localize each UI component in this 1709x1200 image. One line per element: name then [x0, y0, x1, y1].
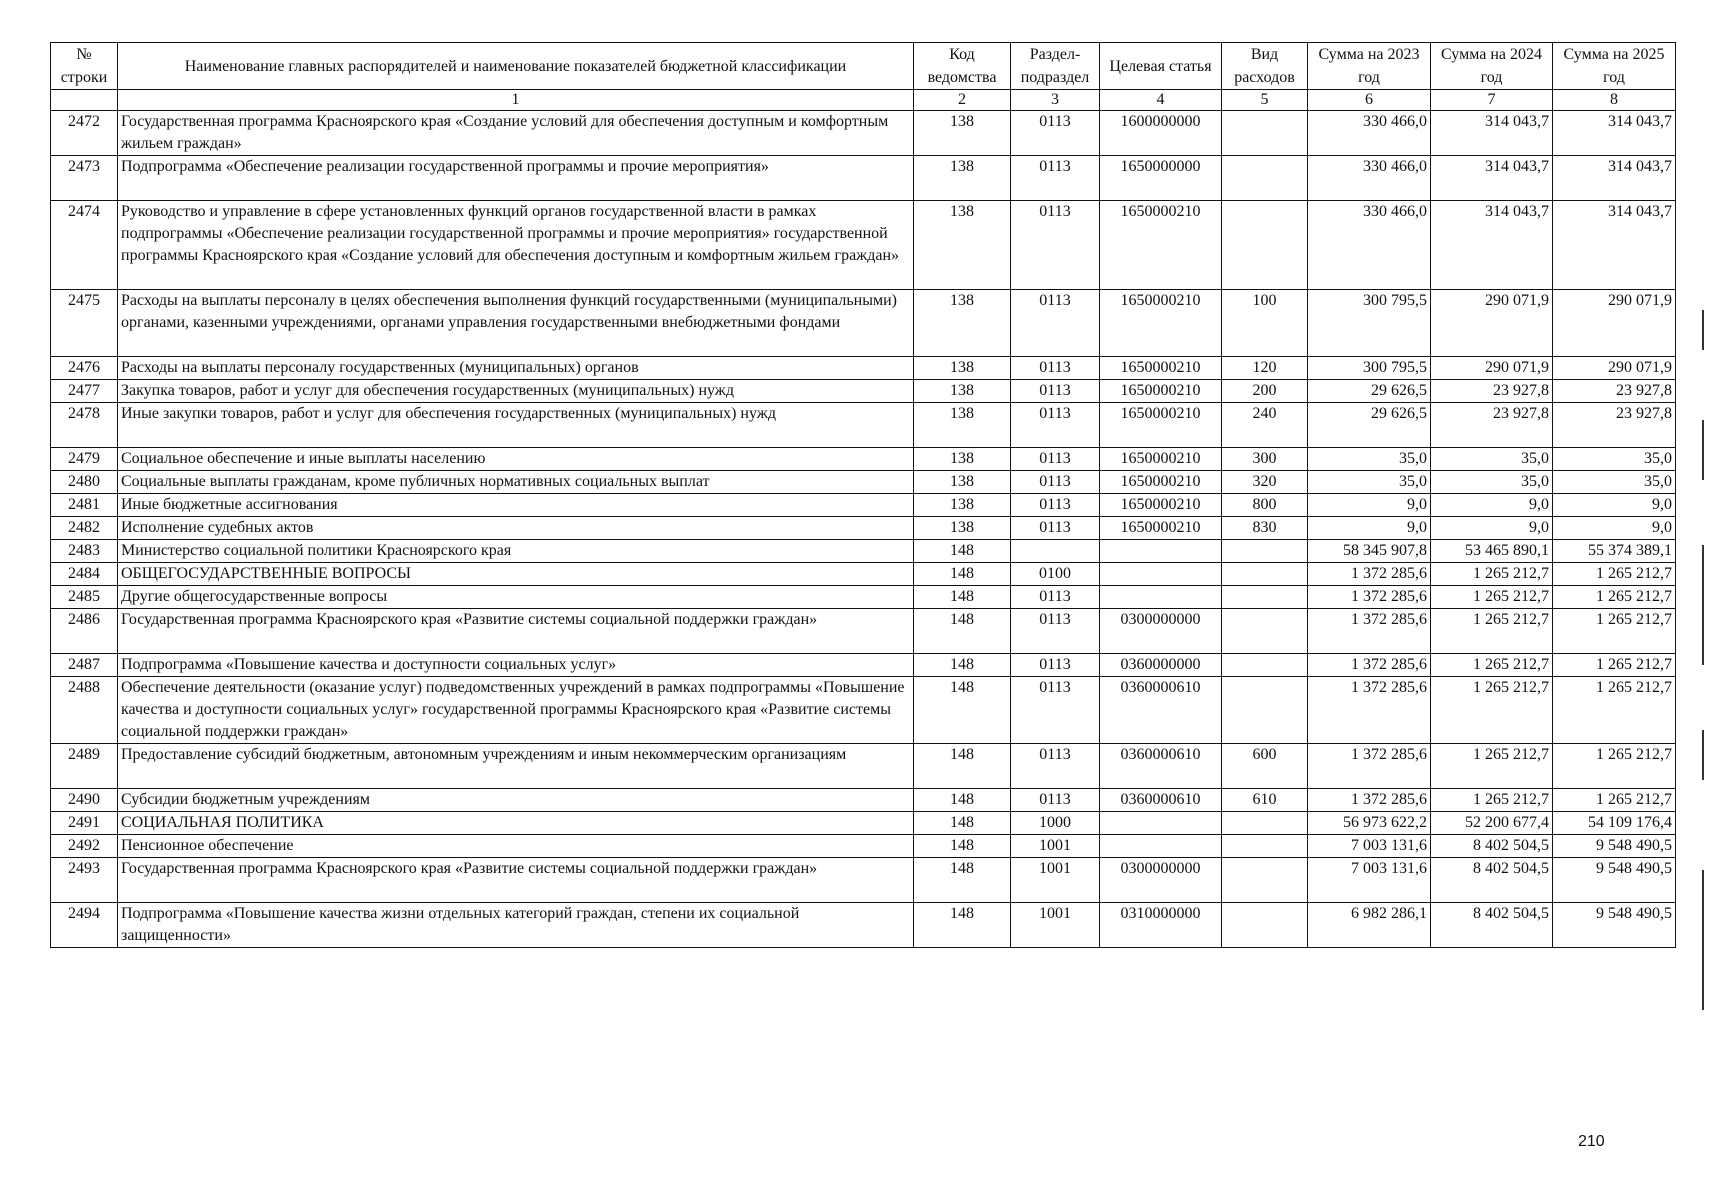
cell-name: Закупка товаров, работ и услуг для обеспечения государственных (муниципальных) нужд [118, 380, 914, 403]
cell-sum-2024: 1 265 212,7 [1431, 609, 1553, 654]
cell-kod-vedomstva: 138 [914, 357, 1011, 380]
table-row [51, 517, 1676, 540]
colnum-5: 5 [1222, 90, 1308, 111]
table-row [51, 448, 1676, 471]
cell-row-number: 2490 [51, 789, 118, 812]
table-row [51, 540, 1676, 563]
cell-name: Исполнение судебных актов [118, 517, 914, 540]
cell-vid-rashodov [1222, 654, 1308, 677]
cell-razdel [1011, 540, 1100, 563]
table-row [51, 563, 1676, 586]
cell-name: Государственная программа Красноярского края «Развитие системы социальной поддержки граждан» [118, 858, 914, 903]
cell-celevaya-statya [1100, 586, 1222, 609]
cell-celevaya-statya [1100, 540, 1222, 563]
cell-sum-2023: 300 795,5 [1308, 357, 1431, 380]
colnum-4: 4 [1100, 90, 1222, 111]
cell-sum-2024: 1 265 212,7 [1431, 744, 1553, 789]
scan-edge-marks [1702, 310, 1705, 1010]
cell-row-number: 2493 [51, 858, 118, 903]
cell-name: Расходы на выплаты персоналу государственных (муниципальных) органов [118, 357, 914, 380]
cell-sum-2023: 58 345 907,8 [1308, 540, 1431, 563]
cell-row-number: 2483 [51, 540, 118, 563]
cell-sum-2023: 330 466,0 [1308, 201, 1431, 290]
cell-row-number: 2480 [51, 471, 118, 494]
cell-name: Предоставление субсидий бюджетным, автономным учреждениям и иным некоммерческим организациям [118, 744, 914, 789]
cell-razdel: 0113 [1011, 586, 1100, 609]
cell-sum-2024: 314 043,7 [1431, 156, 1553, 201]
table-row [51, 156, 1676, 201]
cell-name: ОБЩЕГОСУДАРСТВЕННЫЕ ВОПРОСЫ [118, 563, 914, 586]
cell-sum-2023: 35,0 [1308, 471, 1431, 494]
cell-kod-vedomstva: 138 [914, 201, 1011, 290]
colnum-2: 2 [914, 90, 1011, 111]
cell-name: Пенсионное обеспечение [118, 835, 914, 858]
cell-row-number: 2481 [51, 494, 118, 517]
cell-celevaya-statya: 0300000000 [1100, 609, 1222, 654]
header-cel: Целевая статья [1100, 43, 1222, 90]
cell-vid-rashodov [1222, 111, 1308, 156]
cell-celevaya-statya: 0360000000 [1100, 654, 1222, 677]
cell-sum-2023: 9,0 [1308, 517, 1431, 540]
cell-row-number: 2491 [51, 812, 118, 835]
cell-sum-2023: 56 973 622,2 [1308, 812, 1431, 835]
cell-sum-2024: 1 265 212,7 [1431, 563, 1553, 586]
cell-sum-2024: 1 265 212,7 [1431, 654, 1553, 677]
cell-vid-rashodov: 320 [1222, 471, 1308, 494]
cell-sum-2025: 54 109 176,4 [1553, 812, 1676, 835]
cell-celevaya-statya: 1650000210 [1100, 357, 1222, 380]
cell-row-number: 2474 [51, 201, 118, 290]
cell-row-number: 2472 [51, 111, 118, 156]
cell-name: Государственная программа Красноярского края «Создание условий для обеспечения доступным и комфортным жильем граждан» [118, 111, 914, 156]
cell-vid-rashodov [1222, 835, 1308, 858]
cell-sum-2024: 1 265 212,7 [1431, 677, 1553, 744]
cell-sum-2023: 1 372 285,6 [1308, 654, 1431, 677]
colnum-3: 3 [1011, 90, 1100, 111]
cell-celevaya-statya: 0300000000 [1100, 858, 1222, 903]
cell-sum-2023: 29 626,5 [1308, 380, 1431, 403]
cell-name: Министерство социальной политики Красноярского края [118, 540, 914, 563]
table-body [51, 111, 1676, 948]
cell-sum-2025: 23 927,8 [1553, 380, 1676, 403]
cell-row-number: 2473 [51, 156, 118, 201]
cell-sum-2024: 8 402 504,5 [1431, 858, 1553, 903]
cell-celevaya-statya: 1650000210 [1100, 201, 1222, 290]
cell-celevaya-statya [1100, 563, 1222, 586]
cell-row-number: 2489 [51, 744, 118, 789]
cell-vid-rashodov: 610 [1222, 789, 1308, 812]
cell-razdel: 0113 [1011, 744, 1100, 789]
cell-sum-2023: 35,0 [1308, 448, 1431, 471]
cell-sum-2025: 9 548 490,5 [1553, 858, 1676, 903]
cell-sum-2023: 9,0 [1308, 494, 1431, 517]
cell-razdel: 0113 [1011, 609, 1100, 654]
header-razdel: Раздел- подраздел [1011, 43, 1100, 90]
cell-kod-vedomstva: 138 [914, 403, 1011, 448]
cell-sum-2025: 1 265 212,7 [1553, 654, 1676, 677]
cell-kod-vedomstva: 148 [914, 677, 1011, 744]
cell-row-number: 2484 [51, 563, 118, 586]
colnum-6: 6 [1308, 90, 1431, 111]
cell-vid-rashodov [1222, 563, 1308, 586]
cell-row-number: 2476 [51, 357, 118, 380]
column-number-row [51, 90, 1676, 111]
cell-kod-vedomstva: 138 [914, 380, 1011, 403]
cell-kod-vedomstva: 148 [914, 835, 1011, 858]
cell-kod-vedomstva: 138 [914, 156, 1011, 201]
cell-vid-rashodov: 240 [1222, 403, 1308, 448]
cell-kod-vedomstva: 148 [914, 789, 1011, 812]
header-name: Наименование главных распорядителей и наименование показателей бюджетной классификации [118, 43, 914, 90]
page-number: 210 [1578, 1133, 1605, 1150]
cell-sum-2025: 35,0 [1553, 471, 1676, 494]
cell-vid-rashodov [1222, 540, 1308, 563]
table-row [51, 858, 1676, 903]
cell-razdel: 0113 [1011, 156, 1100, 201]
cell-vid-rashodov: 200 [1222, 380, 1308, 403]
cell-kod-vedomstva: 138 [914, 471, 1011, 494]
cell-sum-2025: 9 548 490,5 [1553, 903, 1676, 948]
cell-razdel: 0113 [1011, 654, 1100, 677]
cell-row-number: 2492 [51, 835, 118, 858]
cell-sum-2025: 35,0 [1553, 448, 1676, 471]
cell-name: Субсидии бюджетным учреждениям [118, 789, 914, 812]
cell-sum-2023: 1 372 285,6 [1308, 563, 1431, 586]
cell-sum-2025: 1 265 212,7 [1553, 586, 1676, 609]
cell-sum-2023: 1 372 285,6 [1308, 677, 1431, 744]
cell-name: Социальные выплаты гражданам, кроме публичных нормативных социальных выплат [118, 471, 914, 494]
cell-kod-vedomstva: 148 [914, 744, 1011, 789]
cell-kod-vedomstva: 148 [914, 563, 1011, 586]
cell-sum-2023: 1 372 285,6 [1308, 586, 1431, 609]
cell-vid-rashodov [1222, 156, 1308, 201]
table-row [51, 380, 1676, 403]
cell-celevaya-statya: 1650000210 [1100, 290, 1222, 357]
cell-vid-rashodov: 600 [1222, 744, 1308, 789]
table-row [51, 201, 1676, 290]
cell-vid-rashodov: 800 [1222, 494, 1308, 517]
cell-name: Подпрограмма «Обеспечение реализации государственной программы и прочие мероприятия» [118, 156, 914, 201]
cell-vid-rashodov [1222, 858, 1308, 903]
table-row [51, 812, 1676, 835]
cell-sum-2024: 314 043,7 [1431, 111, 1553, 156]
cell-sum-2025: 290 071,9 [1553, 357, 1676, 380]
cell-row-number: 2488 [51, 677, 118, 744]
cell-kod-vedomstva: 148 [914, 858, 1011, 903]
cell-row-number: 2494 [51, 903, 118, 948]
cell-celevaya-statya: 0360000610 [1100, 789, 1222, 812]
cell-celevaya-statya [1100, 812, 1222, 835]
cell-vid-rashodov: 120 [1222, 357, 1308, 380]
cell-celevaya-statya: 0360000610 [1100, 744, 1222, 789]
cell-vid-rashodov [1222, 812, 1308, 835]
cell-razdel: 0113 [1011, 290, 1100, 357]
cell-sum-2024: 9,0 [1431, 494, 1553, 517]
table-row [51, 744, 1676, 789]
cell-sum-2023: 330 466,0 [1308, 156, 1431, 201]
cell-razdel: 0113 [1011, 403, 1100, 448]
cell-sum-2023: 29 626,5 [1308, 403, 1431, 448]
cell-name: Государственная программа Красноярского края «Развитие системы социальной поддержки граждан» [118, 609, 914, 654]
cell-kod-vedomstva: 138 [914, 448, 1011, 471]
table-row [51, 609, 1676, 654]
colnum-7: 7 [1431, 90, 1553, 111]
cell-sum-2024: 1 265 212,7 [1431, 586, 1553, 609]
cell-celevaya-statya: 1650000000 [1100, 156, 1222, 201]
cell-vid-rashodov [1222, 903, 1308, 948]
cell-row-number: 2475 [51, 290, 118, 357]
cell-celevaya-statya: 1650000210 [1100, 448, 1222, 471]
cell-sum-2024: 53 465 890,1 [1431, 540, 1553, 563]
table-row [51, 903, 1676, 948]
cell-razdel: 0113 [1011, 677, 1100, 744]
header-sum-2024: Сумма на 2024 год [1431, 43, 1553, 90]
colnum-empty [51, 90, 118, 111]
header-sum-2025: Сумма на 2025 год [1553, 43, 1676, 90]
cell-kod-vedomstva: 148 [914, 903, 1011, 948]
cell-name: Социальное обеспечение и иные выплаты населению [118, 448, 914, 471]
cell-kod-vedomstva: 148 [914, 654, 1011, 677]
table-row [51, 654, 1676, 677]
cell-vid-rashodov [1222, 201, 1308, 290]
cell-name: Другие общегосударственные вопросы [118, 586, 914, 609]
cell-name: Подпрограмма «Повышение качества жизни отдельных категорий граждан, степени их социальной защищенности» [118, 903, 914, 948]
cell-sum-2025: 1 265 212,7 [1553, 744, 1676, 789]
cell-vid-rashodov: 100 [1222, 290, 1308, 357]
cell-row-number: 2485 [51, 586, 118, 609]
table-row [51, 494, 1676, 517]
cell-razdel: 0113 [1011, 517, 1100, 540]
cell-sum-2025: 314 043,7 [1553, 156, 1676, 201]
cell-vid-rashodov: 300 [1222, 448, 1308, 471]
cell-sum-2023: 330 466,0 [1308, 111, 1431, 156]
cell-sum-2024: 52 200 677,4 [1431, 812, 1553, 835]
cell-sum-2024: 8 402 504,5 [1431, 835, 1553, 858]
table-header [51, 43, 1676, 111]
cell-sum-2025: 9,0 [1553, 517, 1676, 540]
cell-sum-2023: 1 372 285,6 [1308, 744, 1431, 789]
cell-celevaya-statya: 1650000210 [1100, 380, 1222, 403]
cell-sum-2023: 7 003 131,6 [1308, 858, 1431, 903]
cell-name: СОЦИАЛЬНАЯ ПОЛИТИКА [118, 812, 914, 835]
cell-razdel: 0113 [1011, 111, 1100, 156]
cell-razdel: 1000 [1011, 812, 1100, 835]
cell-sum-2024: 23 927,8 [1431, 380, 1553, 403]
header-sum-2023: Сумма на 2023 год [1308, 43, 1431, 90]
cell-sum-2024: 35,0 [1431, 471, 1553, 494]
cell-razdel: 0113 [1011, 471, 1100, 494]
header-row [51, 43, 1676, 90]
cell-razdel: 0113 [1011, 789, 1100, 812]
cell-row-number: 2486 [51, 609, 118, 654]
cell-sum-2023: 6 982 286,1 [1308, 903, 1431, 948]
cell-razdel: 1001 [1011, 835, 1100, 858]
cell-kod-vedomstva: 148 [914, 609, 1011, 654]
cell-celevaya-statya [1100, 835, 1222, 858]
cell-name: Расходы на выплаты персоналу в целях обеспечения выполнения функций государственными (муниципальными) органами, казенными учреждениями, органами управления государственными внебюджетными фондами [118, 290, 914, 357]
cell-row-number: 2482 [51, 517, 118, 540]
cell-sum-2025: 9,0 [1553, 494, 1676, 517]
table-row [51, 471, 1676, 494]
table-row [51, 357, 1676, 380]
cell-sum-2024: 290 071,9 [1431, 357, 1553, 380]
cell-row-number: 2478 [51, 403, 118, 448]
cell-kod-vedomstva: 148 [914, 812, 1011, 835]
cell-celevaya-statya: 1650000210 [1100, 471, 1222, 494]
cell-sum-2023: 300 795,5 [1308, 290, 1431, 357]
cell-celevaya-statya: 1650000210 [1100, 494, 1222, 517]
cell-vid-rashodov: 830 [1222, 517, 1308, 540]
cell-sum-2025: 314 043,7 [1553, 201, 1676, 290]
cell-sum-2024: 8 402 504,5 [1431, 903, 1553, 948]
cell-razdel: 0100 [1011, 563, 1100, 586]
cell-name: Подпрограмма «Повышение качества и доступности социальных услуг» [118, 654, 914, 677]
cell-vid-rashodov [1222, 586, 1308, 609]
cell-celevaya-statya: 1650000210 [1100, 403, 1222, 448]
cell-kod-vedomstva: 138 [914, 290, 1011, 357]
budget-table [50, 42, 1676, 948]
table-row [51, 403, 1676, 448]
cell-razdel: 0113 [1011, 357, 1100, 380]
cell-row-number: 2487 [51, 654, 118, 677]
cell-sum-2024: 1 265 212,7 [1431, 789, 1553, 812]
cell-sum-2024: 314 043,7 [1431, 201, 1553, 290]
header-kod: Код ведомства [914, 43, 1011, 90]
table-row [51, 290, 1676, 357]
cell-sum-2025: 55 374 389,1 [1553, 540, 1676, 563]
cell-sum-2025: 1 265 212,7 [1553, 563, 1676, 586]
cell-sum-2024: 290 071,9 [1431, 290, 1553, 357]
colnum-8: 8 [1553, 90, 1676, 111]
cell-razdel: 1001 [1011, 903, 1100, 948]
cell-sum-2024: 35,0 [1431, 448, 1553, 471]
cell-vid-rashodov [1222, 609, 1308, 654]
table-row [51, 835, 1676, 858]
cell-sum-2025: 1 265 212,7 [1553, 789, 1676, 812]
cell-sum-2024: 9,0 [1431, 517, 1553, 540]
cell-razdel: 0113 [1011, 380, 1100, 403]
cell-sum-2023: 1 372 285,6 [1308, 609, 1431, 654]
cell-razdel: 1001 [1011, 858, 1100, 903]
cell-razdel: 0113 [1011, 201, 1100, 290]
cell-name: Руководство и управление в сфере установленных функций органов государственной власти в рамках подпрограммы «Обеспечение реализации государственной программы и прочие мероприятия» государственной программы Красноярского края «Создание условий для обеспечения доступным и комфортным жильем граждан» [118, 201, 914, 290]
cell-kod-vedomstva: 138 [914, 517, 1011, 540]
cell-row-number: 2477 [51, 380, 118, 403]
table-row [51, 789, 1676, 812]
table-row [51, 677, 1676, 744]
cell-name: Иные закупки товаров, работ и услуг для обеспечения государственных (муниципальных) нужд [118, 403, 914, 448]
cell-kod-vedomstva: 148 [914, 586, 1011, 609]
cell-name: Иные бюджетные ассигнования [118, 494, 914, 517]
cell-sum-2025: 1 265 212,7 [1553, 609, 1676, 654]
cell-kod-vedomstva: 138 [914, 494, 1011, 517]
cell-name: Обеспечение деятельности (оказание услуг) подведомственных учреждений в рамках подпрограммы «Повышение качества и доступности социальных услуг» государственной программы Красноярского края «Развитие системы социальной поддержки граждан» [118, 677, 914, 744]
cell-sum-2025: 23 927,8 [1553, 403, 1676, 448]
header-num: № строки [51, 43, 118, 90]
cell-sum-2023: 7 003 131,6 [1308, 835, 1431, 858]
cell-sum-2025: 1 265 212,7 [1553, 677, 1676, 744]
table-row [51, 586, 1676, 609]
header-vid: Вид расходов [1222, 43, 1308, 90]
cell-celevaya-statya: 0310000000 [1100, 903, 1222, 948]
cell-row-number: 2479 [51, 448, 118, 471]
cell-sum-2024: 23 927,8 [1431, 403, 1553, 448]
cell-sum-2025: 290 071,9 [1553, 290, 1676, 357]
cell-celevaya-statya: 1650000210 [1100, 517, 1222, 540]
cell-sum-2023: 1 372 285,6 [1308, 789, 1431, 812]
cell-vid-rashodov [1222, 677, 1308, 744]
colnum-1: 1 [118, 90, 914, 111]
cell-celevaya-statya: 0360000610 [1100, 677, 1222, 744]
cell-celevaya-statya: 1600000000 [1100, 111, 1222, 156]
cell-sum-2025: 9 548 490,5 [1553, 835, 1676, 858]
cell-razdel: 0113 [1011, 448, 1100, 471]
cell-kod-vedomstva: 138 [914, 111, 1011, 156]
cell-sum-2025: 314 043,7 [1553, 111, 1676, 156]
table-row [51, 111, 1676, 156]
cell-kod-vedomstva: 148 [914, 540, 1011, 563]
cell-razdel: 0113 [1011, 494, 1100, 517]
